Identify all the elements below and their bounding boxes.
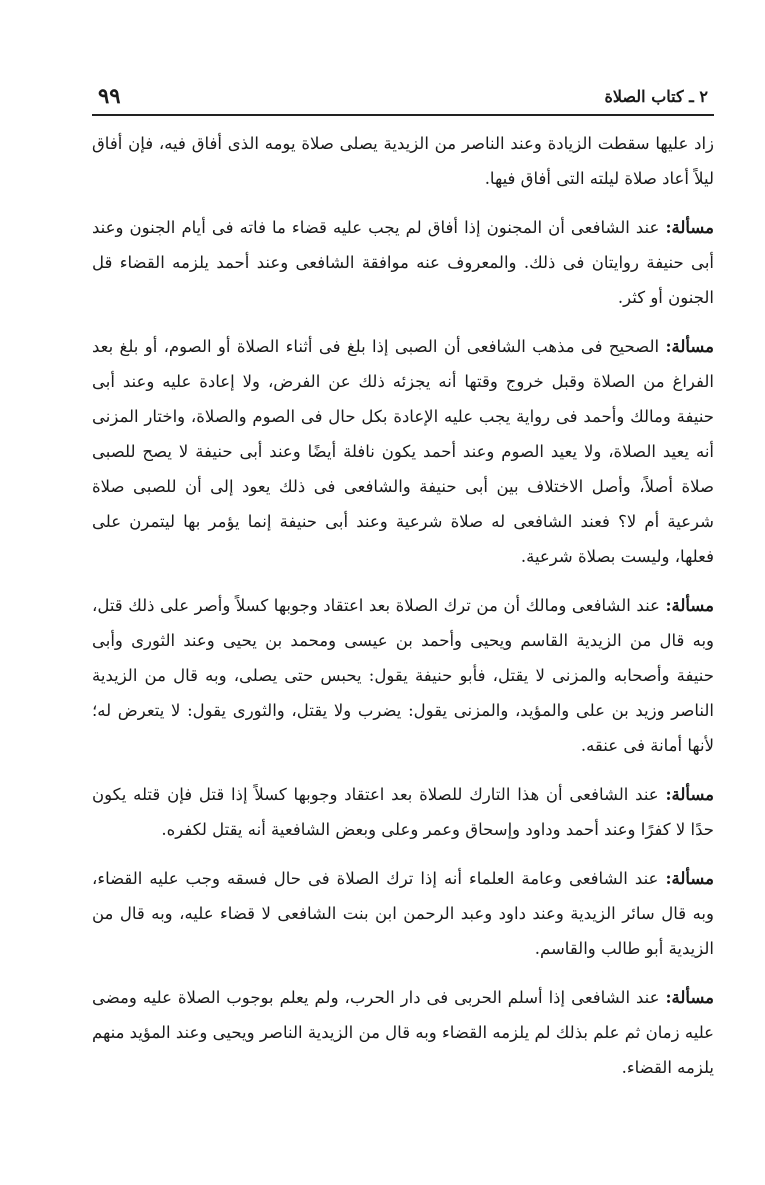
issue-label: مسألة: bbox=[665, 869, 714, 888]
page-number: ٩٩ bbox=[98, 83, 121, 108]
paragraph-issue bbox=[92, 329, 714, 574]
issue-label: مسألة: bbox=[665, 988, 715, 1007]
paragraph-text: عند الشافعى إذا أسلم الحربى فى دار الحرب، ولم يعلم بوجوب الصلاة عليه ومضى عليه زمان ثم علم بذلك لم يلزمه القضاء وبه قال من الزيدية الناصر ويحيى وعند المؤيد منهم يلزمه القضاء. bbox=[92, 988, 714, 1077]
paragraph-issue bbox=[92, 777, 714, 847]
paragraph-issue bbox=[92, 861, 714, 966]
chapter-title: ٢ ـ كتاب الصلاة bbox=[604, 87, 708, 106]
paragraph-text: زاد عليها سقطت الزيادة وعند الناصر من الزيدية يصلى صلاة يومه الذى أفاق فيه، فإن أفاق ليلاً أعاد صلاة ليلته التى أفاق فيها. bbox=[92, 134, 714, 188]
paragraph-issue bbox=[92, 210, 714, 315]
book-page bbox=[92, 80, 714, 1085]
paragraph-text: عند الشافعى ومالك أن من ترك الصلاة بعد اعتقاد وجوبها كسلاً وأصر على ذلك قتل، وبه قال من الزيدية القاسم ويحيى وأحمد بن عيسى ومحمد بن يحيى وعند الثورى وأبى حنيفة وأصحابه والمزنى لا يقتل، فأبو حنيفة يقول: يحبس حتى يصلى، وبه قال من الزيدية الناصر وزيد بن على والمؤيد، والمزنى يقول: يضرب ولا يقتل، والثورى يقول: لا يتعرض له؛ لأنها أمانة فى عنقه. bbox=[92, 596, 714, 755]
page-body bbox=[92, 116, 714, 1085]
issue-label: مسألة: bbox=[665, 596, 714, 615]
paragraph-text: عند الشافعى وعامة العلماء أنه إذا ترك الصلاة فى حال فسقه وجب عليه القضاء، وبه قال سائر الزيدية وعند داود وعبد الرحمن ابن بنت الشافعى لا قضاء عليه، وبه قال من الزيدية أبو طالب والقاسم. bbox=[92, 869, 714, 958]
paragraph-issue bbox=[92, 588, 714, 763]
issue-label: مسألة: bbox=[665, 337, 714, 356]
issue-label: مسألة: bbox=[665, 785, 715, 804]
paragraph-issue bbox=[92, 980, 714, 1085]
paragraph-text: عند الشافعى أن المجنون إذا أفاق لم يجب عليه قضاء ما فاته فى أيام الجنون وعند أبى حنيفة روايتان فى ذلك. والمعروف عنه موافقة الشافعى وعند أحمد يلزمه القضاء قل الجنون أو كثر. bbox=[92, 218, 714, 307]
paragraph-continuation bbox=[92, 126, 714, 196]
paragraph-text: الصحيح فى مذهب الشافعى أن الصبى إذا بلغ فى أثناء الصلاة أو الصوم، أو بلغ بعد الفراغ من الصلاة وقبل خروج وقتها أنه يجزئه ذلك عن الفرض، ولا إعادة عليه وعند أبى حنيفة ومالك وأحمد فى رواية يجب عليه الإعادة بكل حال فى الصوم والصلاة، واختار المزنى أنه يعيد الصلاة، ولا يعيد الصوم وعند أحمد يكون نافلة أيضًا وعند أبى حنيفة لا يصح للصبى صلاة أصلاً، وأصل الاختلاف بين أبى حنيفة والشافعى فى ذلك يعود إلى أن للصبى صلاة شرعية أم لا؟ فعند الشافعى له صلاة شرعية وعند أبى حنيفة إنما يؤمر بها ليتمرن على فعلها، وليست بصلاة شرعية. bbox=[92, 337, 714, 566]
page-header bbox=[92, 80, 714, 116]
issue-label: مسألة: bbox=[665, 218, 714, 237]
paragraph-text: عند الشافعى أن هذا التارك للصلاة بعد اعتقاد وجوبها كسلاً إذا قتل فإن قتله يكون حدًا لا كفرًا وعند أحمد وداود وإسحاق وعمر وعلى وبعض الشافعية أنه يقتل لكفره. bbox=[92, 785, 714, 839]
